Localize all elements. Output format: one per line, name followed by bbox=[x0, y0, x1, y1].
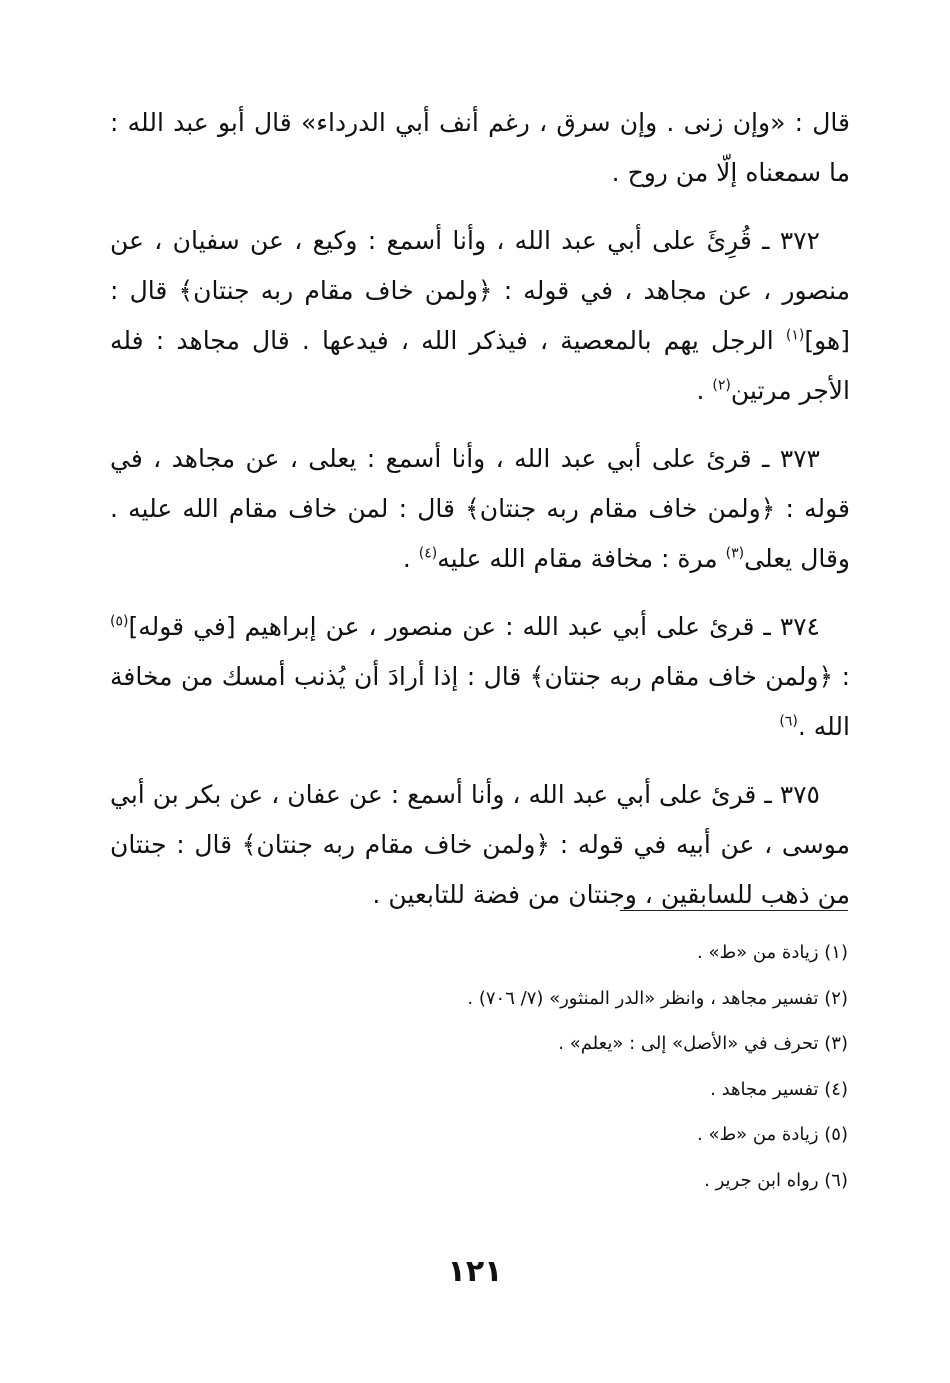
main-text bbox=[110, 98, 850, 938]
footnote-5: (٥) زيادة من «ط» . bbox=[697, 1124, 848, 1145]
footnote-ref: (٥) bbox=[110, 613, 129, 630]
paragraph-text: قال : «وإن زنى . وإن سرق ، رغم أنف أبي الدرداء» قال أبو عبد الله : ما سمعناه إلّا من روح . bbox=[110, 108, 850, 187]
paragraph-text: : ﴿ولمن خاف مقام ربه جنتان﴾ قال : إذا أرادَ أن يُذنب أمسك من مخافة الله . bbox=[110, 662, 850, 741]
footnote-2: (٢) تفسير مجاهد ، وانظر «الدر المنثور» (٧/ ٧٠٦) . bbox=[467, 987, 848, 1009]
footnote-ref: (٣) bbox=[725, 545, 745, 562]
footnote-ref: (٢) bbox=[712, 377, 731, 394]
paragraph-372 bbox=[110, 216, 850, 416]
footnote-ref: (٦) bbox=[779, 713, 798, 730]
footnote-divider bbox=[620, 910, 848, 911]
footnote-ref: (١) bbox=[785, 327, 805, 344]
footnotes bbox=[110, 930, 848, 1203]
paragraph-text: الرجل يهم بالمعصية ، فيذكر الله ، فيدعها . قال مجاهد : فله الأجر مرتين bbox=[110, 326, 850, 405]
paragraph-text: . bbox=[696, 376, 713, 405]
paragraph-375 bbox=[110, 770, 850, 920]
paragraph-text: ٣٧٣ ـ قرئ على أبي عبد الله ، وأنا أسمع : يعلى ، عن مجاهد ، في قوله : ﴿ولمن خاف مقام ربه جنتان﴾ قال : لمن خاف مقام الله عليه . وقال يعلى bbox=[110, 444, 850, 573]
paragraph-text: ٣٧٥ ـ قرئ على أبي عبد الله ، وأنا أسمع : عن عفان ، عن بكر بن أبي موسى ، عن أبيه في قوله : ﴿ولمن خاف مقام ربه جنتان﴾ قال : جنتان من ذهب للسابقين ، وجنتان من فضة للتابعين . bbox=[110, 780, 850, 909]
footnote-4: (٤) تفسير مجاهد . bbox=[710, 1078, 848, 1100]
footnote-1: (١) زيادة من «ط» . bbox=[697, 942, 848, 963]
paragraph-text: . bbox=[402, 544, 419, 573]
paragraph-text: ٣٧٢ ـ قُرِئَ على أبي عبد الله ، وأنا أسمع : وكيع ، عن سفيان ، عن منصور ، عن مجاهد ، في قوله : ﴿ولمن خاف مقام ربه جنتان﴾ قال : [هو] bbox=[110, 226, 850, 355]
footnote-ref: (٤) bbox=[418, 545, 438, 562]
paragraph-373 bbox=[110, 434, 850, 584]
paragraph-374 bbox=[110, 602, 850, 752]
footnote-3: (٣) تحرف في «الأصل» إلى : «يعلم» . bbox=[558, 1033, 848, 1054]
footnote-6: (٦) رواه ابن جرير . bbox=[704, 1169, 848, 1191]
page-number: ١٢١ bbox=[447, 1254, 503, 1289]
paragraph-text: ٣٧٤ ـ قرئ على أبي عبد الله : عن منصور ، عن إبراهيم [في قوله] bbox=[128, 612, 820, 641]
paragraph-intro bbox=[110, 98, 850, 198]
paragraph-text: مرة : مخافة مقام الله عليه bbox=[437, 544, 726, 573]
